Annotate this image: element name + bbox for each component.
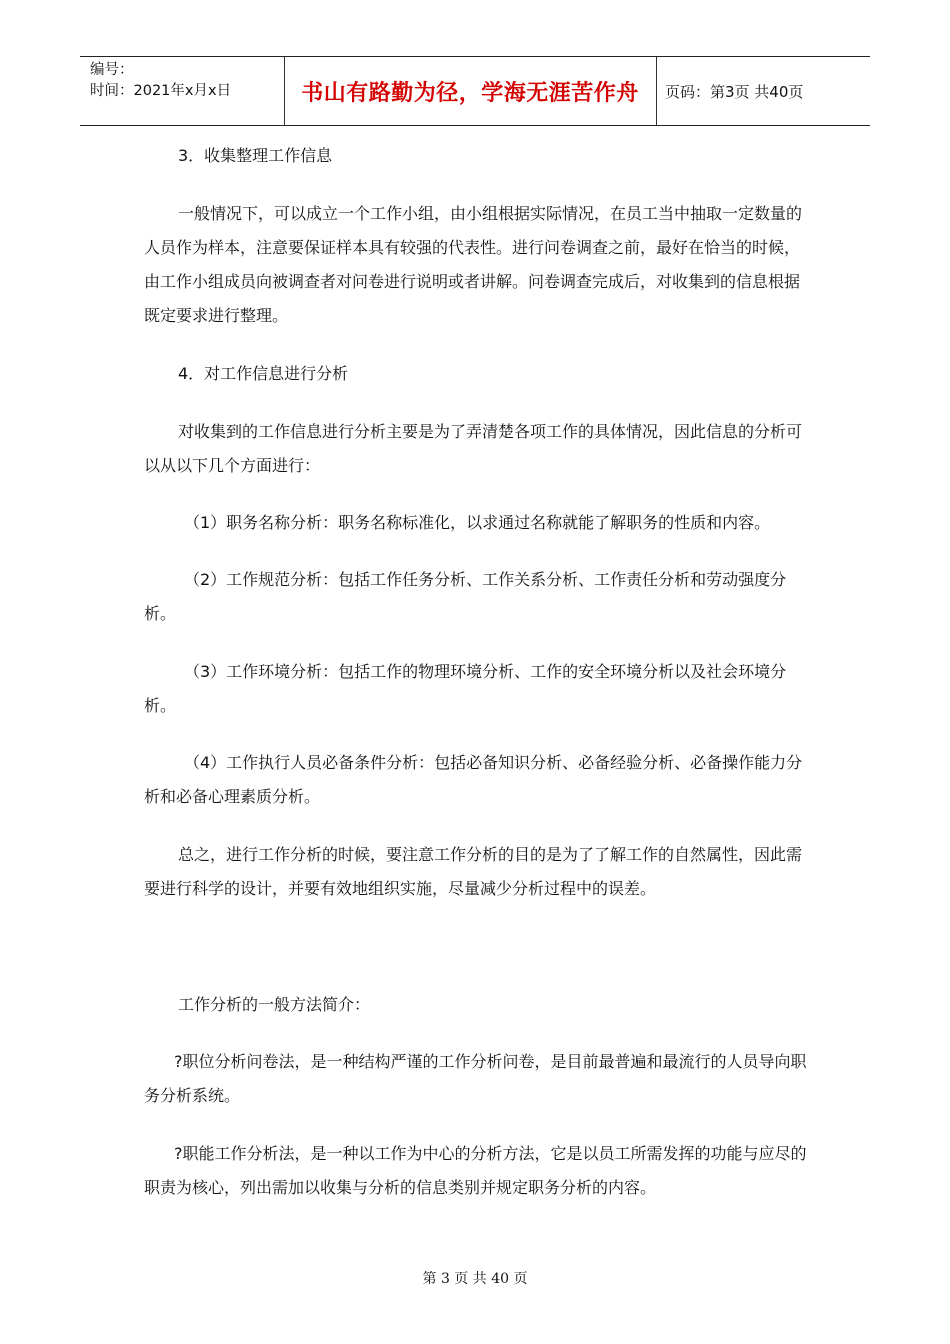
section-heading-3: 3．收集整理工作信息 <box>178 146 333 165</box>
list-item-job-title: （1）职务名称分析：职务名称标准化，以求通过名称就能了解职务的性质和内容。 <box>184 513 771 532</box>
header-divider-right <box>656 57 657 125</box>
section-heading-4: 4．对工作信息进行分析 <box>178 364 349 383</box>
list-item-job-spec: （2）工作规范分析：包括工作任务分析、工作关系分析、工作责任分析和劳动强度分析。 <box>144 570 787 623</box>
document-date-label: 时间：2021年x月x日 <box>90 83 232 99</box>
header-meta <box>90 60 231 102</box>
document-number-label: 编号： <box>90 62 134 78</box>
list-item-work-environment: （3）工作环境分析：包括工作的物理环境分析、工作的安全环境分析以及社会环境分析。 <box>144 662 787 715</box>
method-item-paq: ?职位分析问卷法，是一种结构严谨的工作分析问卷，是目前最普遍和最流行的人员导向职务分析系统。 <box>144 1052 807 1105</box>
methods-heading: 工作分析的一般方法简介： <box>178 995 371 1014</box>
paragraph-analysis-intro: 对收集到的工作信息进行分析主要是为了弄清楚各项工作的具体情况，因此信息的分析可以从以下几个方面进行： <box>144 422 803 475</box>
paragraph-summary: 总之，进行工作分析的时候，要注意工作分析的目的是为了了解工作的自然属性，因此需要进行科学的设计，并要有效地组织实施，尽量减少分析过程中的误差。 <box>144 845 803 898</box>
page-footer: 第 3 页 共 40 页 <box>422 1271 528 1287</box>
header-motto: 书山有路勤为径，学海无涯苦作舟 <box>301 80 639 106</box>
method-item-functional: ?职能工作分析法，是一种以工作为中心的分析方法，它是以员工所需发挥的功能与应尽的职责为核心，列出需加以收集与分析的信息类别并规定职务分析的内容。 <box>144 1144 807 1197</box>
paragraph-collect-info: 一般情况下，可以成立一个工作小组，由小组根据实际情况，在员工当中抽取一定数量的人员作为样本，注意要保证样本具有较强的代表性。进行问卷调查之前，最好在恰当的时候，由工作小组成员向被调查者对问卷进行说明或者讲解。问卷调查完成后，对收集到的信息根据既定要求进行整理。 <box>144 204 803 325</box>
page-header <box>80 56 870 126</box>
list-item-personnel-requirements: （4）工作执行人员必备条件分析：包括必备知识分析、必备经验分析、必备操作能力分析和必备心理素质分析。 <box>144 753 803 806</box>
header-page-info: 页码：第3页 共40页 <box>665 82 804 101</box>
